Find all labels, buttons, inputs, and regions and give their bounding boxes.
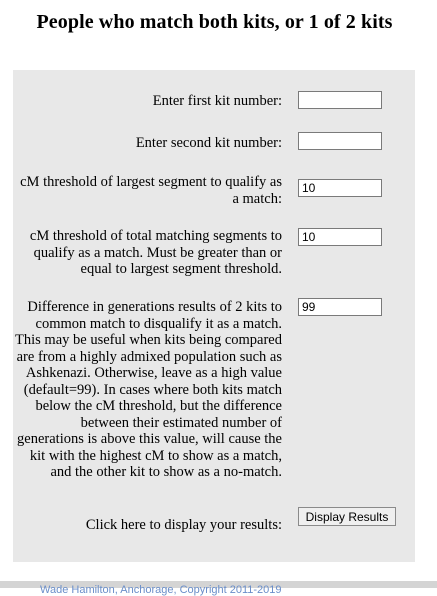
kit1-input[interactable]: [298, 91, 382, 109]
largest-segment-input[interactable]: [298, 179, 382, 197]
submit-label: Click here to display your results:: [85, 517, 282, 533]
generations-label: Difference in generations results of 2 kits to common match to disqualify it as a match. This may be useful when kits being compared are from a highly admixed population such as Ashkenazi. Otherwise, leave as a high value (default=99). In cases where both kits match below the cM threshold, but the difference between their estimated number of generations is above this value, will cause the kit with the highest cM to show as a match, and the other kit to show as a no-match.: [15, 299, 282, 480]
kit2-label: Enter second kit number:: [135, 135, 282, 151]
generations-input[interactable]: [298, 298, 382, 316]
total-segments-label: cM threshold of total matching segments to qualify as a match. Must be greater than or equal to largest segment threshold.: [29, 228, 282, 277]
largest-segment-label: cM threshold of largest segment to qualify as a match:: [20, 174, 282, 207]
footer-link[interactable]: [40, 581, 282, 596]
total-segments-input[interactable]: [298, 228, 382, 246]
display-results-button[interactable]: Display Results: [298, 507, 396, 526]
page-title: People who match both kits, or 1 of 2 kits: [36, 11, 393, 33]
kit1-label: Enter first kit number:: [152, 93, 282, 109]
kit2-input[interactable]: [298, 132, 382, 150]
footer-text: Wade Hamilton, Anchorage, Copyright 2011-2019: [40, 584, 282, 596]
form-panel: [13, 70, 415, 562]
